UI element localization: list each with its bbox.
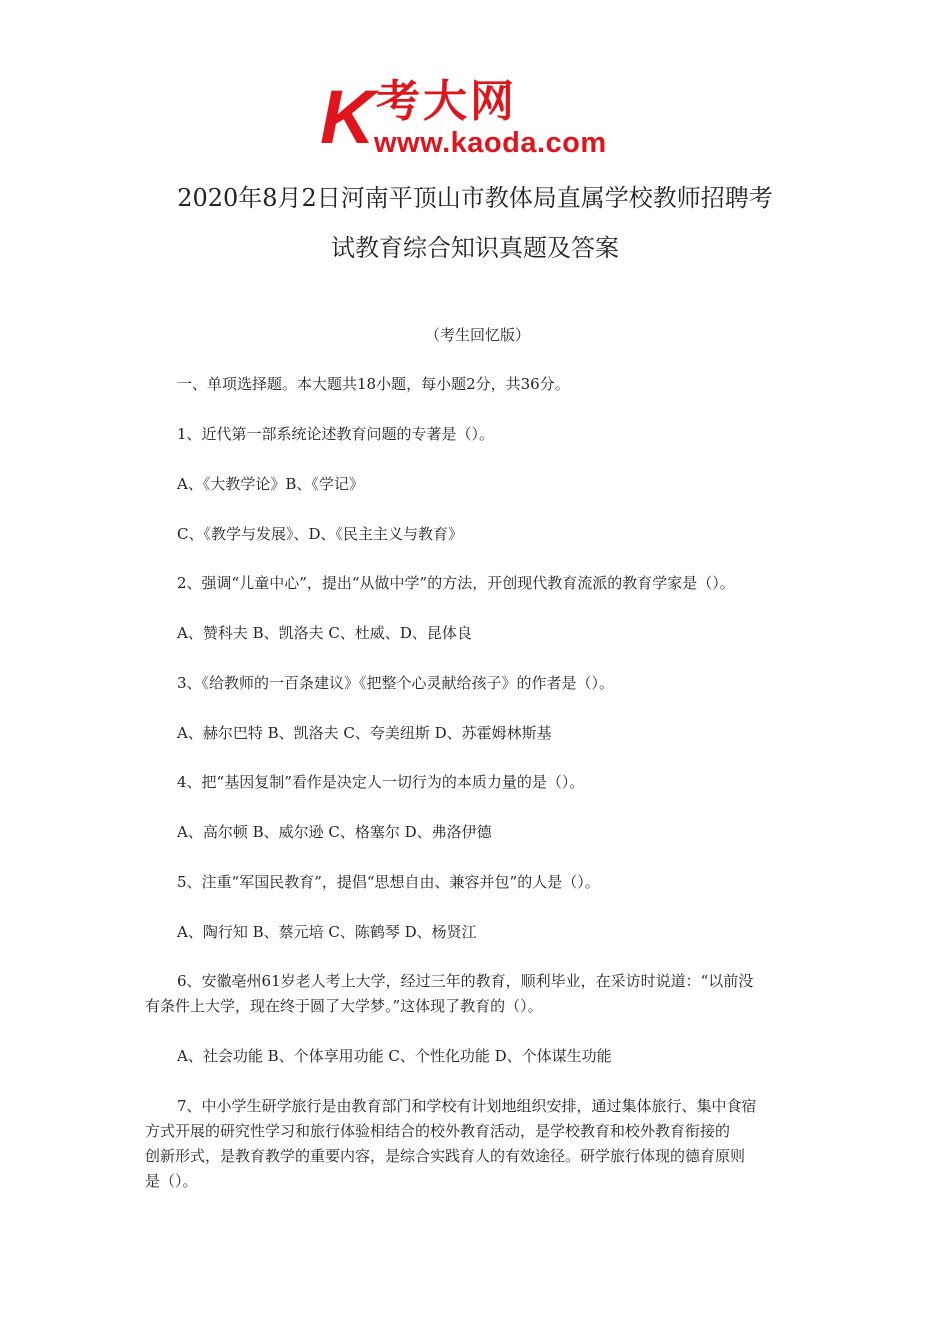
question-7-stem-line: 创新形式，是教育教学的重要内容，是综合实践育人的有效途径。研学旅行体现的德育原则 bbox=[145, 1147, 746, 1165]
document-title-line-1: 2020年8月2日河南平顶山市教体局直属学校教师招聘考 bbox=[177, 184, 773, 212]
question-3-stem: 3、《给教师的一百条建议》《把整个心灵献给孩子》的作者是（）。 bbox=[177, 674, 615, 692]
question-4-options: A、高尔顿 B、威尔逊 C、格塞尔 D、弗洛伊德 bbox=[177, 823, 492, 841]
question-2-options: A、赞科夫 B、凯洛夫 C、杜威、D、昆体良 bbox=[177, 624, 472, 642]
document-title-line-2: 试教育综合知识真题及答案 bbox=[331, 234, 619, 262]
question-2-stem: 2、强调“儿童中心”，提出“从做中学”的方法，开创现代教育流派的教育学家是（）。 bbox=[177, 574, 735, 592]
question-7-stem-line: 是（）。 bbox=[145, 1172, 198, 1190]
section-heading: 一、单项选择题。本大题共18小题，每小题2分，共36分。 bbox=[177, 375, 570, 393]
subtitle: （考生回忆版） bbox=[424, 326, 530, 344]
kaoda-logo bbox=[320, 75, 640, 160]
logo-chinese-name: 考大网 bbox=[376, 76, 517, 127]
question-1-options-c-d: C、《教学与发展》、D、《民主主义与教育》 bbox=[177, 525, 464, 543]
question-7-stem-line: 7、中小学生研学旅行是由教育部门和学校有计划地组织安排，通过集体旅行、集中食宿 bbox=[177, 1097, 757, 1115]
logo-k-mark: K bbox=[320, 75, 373, 160]
question-4-stem: 4、把“基因复制”看作是决定人一切行为的本质力量的是（）。 bbox=[177, 773, 585, 791]
question-5-options: A、陶行知 B、蔡元培 C、陈鹤琴 D、杨贤江 bbox=[177, 923, 477, 941]
question-6-stem bbox=[145, 969, 810, 1019]
question-1-stem: 1、近代第一部系统论述教育问题的专著是（）。 bbox=[177, 425, 495, 443]
question-6-stem-line: 6、安徽亳州61岁老人考上大学，经过三年的教育，顺利毕业，在采访时说道：“以前没 bbox=[177, 972, 754, 990]
question-7-stem-line: 方式开展的研究性学习和旅行体验相结合的校外教育活动，是学校教育和校外教育衔接的 bbox=[145, 1122, 731, 1140]
logo-url: www.kaoda.com bbox=[374, 127, 607, 159]
question-6-stem-line: 有条件上大学，现在终于圆了大学梦。”这体现了教育的（）。 bbox=[145, 997, 543, 1015]
question-5-stem: 5、注重“军国民教育”，提倡“思想自由、兼容并包”的人是（）。 bbox=[177, 873, 600, 891]
question-3-options: A、赫尔巴特 B、凯洛夫 C、夸美纽斯 D、苏霍姆林斯基 bbox=[177, 724, 552, 742]
question-7-stem bbox=[145, 1094, 810, 1194]
question-1-options-a-b: A、《大教学论》B、《学记》 bbox=[177, 475, 364, 493]
question-6-options: A、社会功能 B、个体享用功能 C、个性化功能 D、个体谋生功能 bbox=[177, 1047, 612, 1065]
